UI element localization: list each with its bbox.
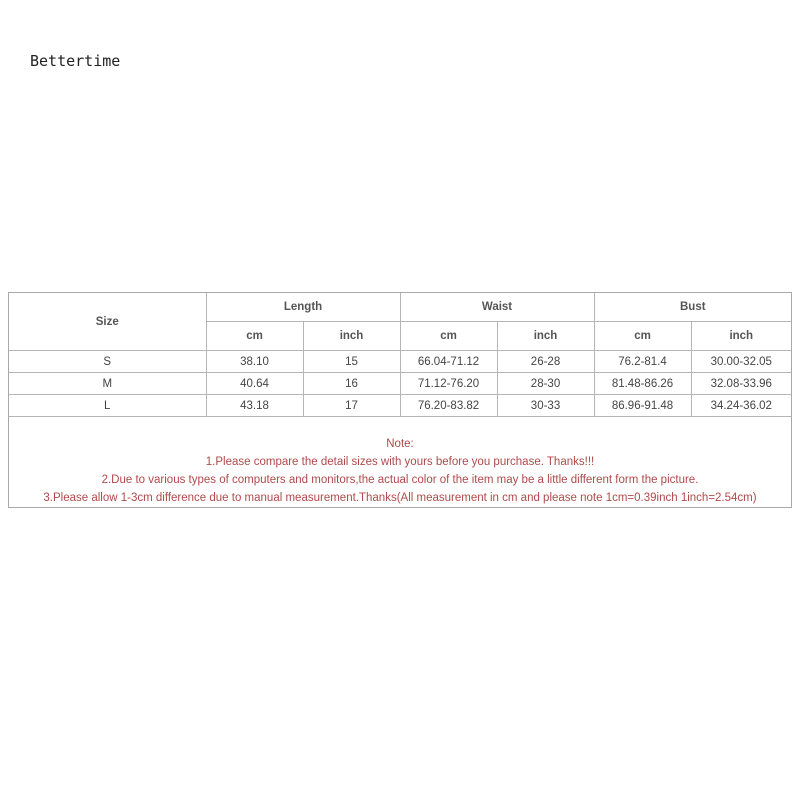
table-cell: 38.10 bbox=[206, 351, 303, 373]
brand-name: Bettertime bbox=[30, 52, 121, 70]
table-row bbox=[9, 351, 791, 373]
table-cell: 15 bbox=[303, 351, 400, 373]
note-line-2: 2.Due to various types of computers and monitors,the actual color of the item may be a little different form the picture. bbox=[101, 474, 699, 486]
table-cell: 71.12-76.20 bbox=[400, 373, 497, 395]
table-cell: 76.20-83.82 bbox=[400, 395, 497, 417]
table-cell: 76.2-81.4 bbox=[594, 351, 691, 373]
bust-inch-header: inch bbox=[691, 322, 791, 351]
waist-cm-header: cm bbox=[400, 322, 497, 351]
table-row bbox=[9, 395, 791, 417]
notes-section bbox=[9, 435, 791, 507]
table-cell: 32.08-33.96 bbox=[691, 373, 791, 395]
table-cell: 34.24-36.02 bbox=[691, 395, 791, 417]
waist-header: Waist bbox=[400, 293, 594, 322]
bust-header: Bust bbox=[594, 293, 791, 322]
table-cell: 86.96-91.48 bbox=[594, 395, 691, 417]
table-cell: 30-33 bbox=[497, 395, 594, 417]
size-header: Size bbox=[9, 293, 206, 351]
bust-cm-header: cm bbox=[594, 322, 691, 351]
note-line-3: 3.Please allow 1-3cm difference due to manual measurement.Thanks(All measurement in cm and please note 1cm=0.39inch 1inch=2.54cm) bbox=[43, 492, 757, 504]
size-cell: M bbox=[9, 373, 206, 395]
table-cell: 26-28 bbox=[497, 351, 594, 373]
length-header: Length bbox=[206, 293, 400, 322]
size-chart bbox=[8, 292, 792, 508]
waist-inch-header: inch bbox=[497, 322, 594, 351]
table-cell: 17 bbox=[303, 395, 400, 417]
table-cell: 30.00-32.05 bbox=[691, 351, 791, 373]
table-cell: 16 bbox=[303, 373, 400, 395]
table-cell: 40.64 bbox=[206, 373, 303, 395]
table-cell: 43.18 bbox=[206, 395, 303, 417]
length-cm-header: cm bbox=[206, 322, 303, 351]
table-cell: 66.04-71.12 bbox=[400, 351, 497, 373]
table-cell: 28-30 bbox=[497, 373, 594, 395]
notes-title: Note: bbox=[386, 438, 414, 450]
note-line-1: 1.Please compare the detail sizes with yours before you purchase. Thanks!!! bbox=[205, 456, 595, 468]
length-inch-header: inch bbox=[303, 322, 400, 351]
size-cell: S bbox=[9, 351, 206, 373]
table-row bbox=[9, 373, 791, 395]
table-cell: 81.48-86.26 bbox=[594, 373, 691, 395]
size-cell: L bbox=[9, 395, 206, 417]
size-table bbox=[9, 293, 791, 417]
